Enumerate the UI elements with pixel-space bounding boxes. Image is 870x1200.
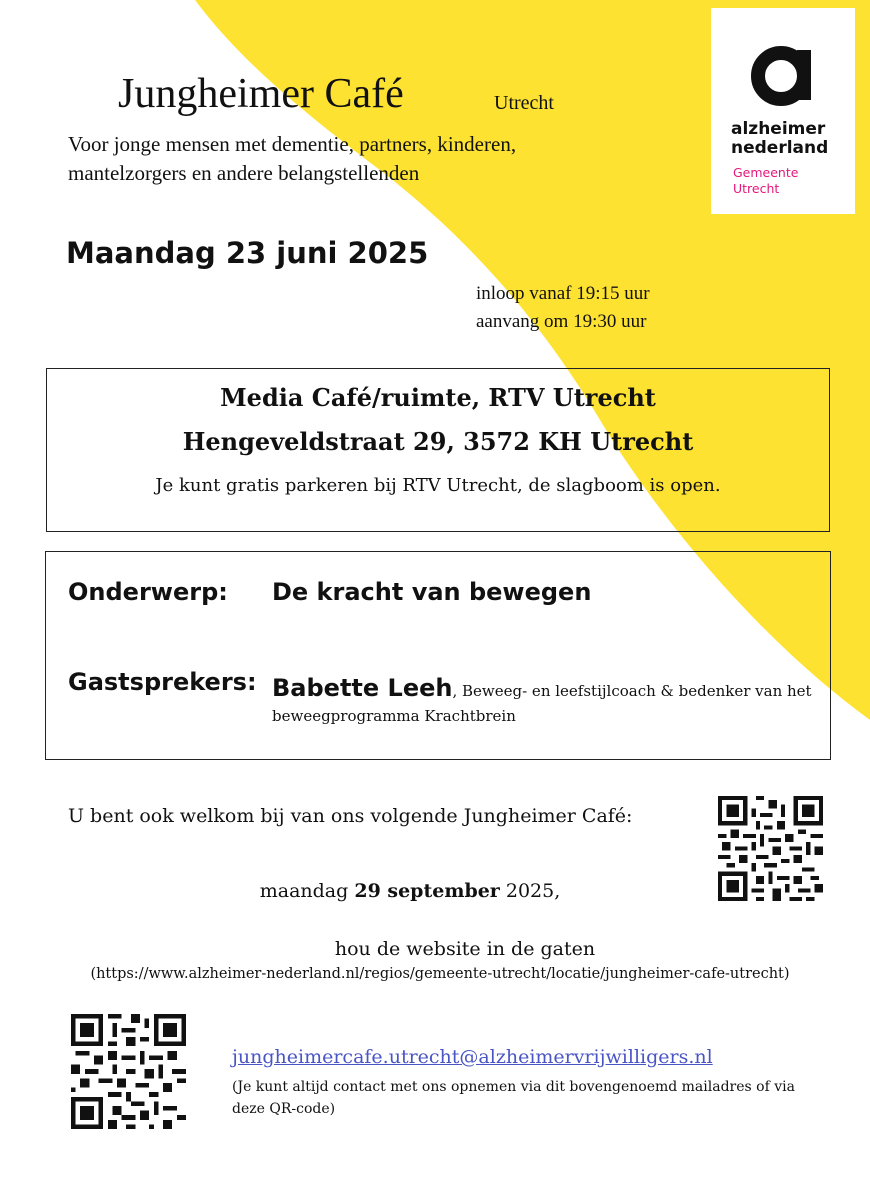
next-cafe-date — [0, 880, 820, 902]
location-box — [46, 368, 830, 532]
topic-value: De kracht van bewegen — [272, 578, 592, 606]
speakers-label: Gastsprekers: — [68, 668, 257, 696]
contact-note: (Je kunt altijd contact met ons opnemen via dit bovengenoemd mailadres of via deze QR-code) — [232, 1079, 795, 1117]
next-date-prefix: maandag — [259, 880, 355, 902]
page-title: Jungheimer Café — [118, 71, 404, 117]
logo-a-icon — [749, 36, 819, 116]
qr-code-contact-icon[interactable] — [71, 1014, 186, 1129]
alzheimer-nederland-logo — [711, 8, 855, 214]
intro-line-1: Voor jonge mensen met dementie, partners, kinderen, — [68, 132, 517, 156]
speaker-description: , Beweeg- en leefstijlcoach & bedenker van het beweegprogramma Krachtbrein — [272, 682, 812, 725]
event-times — [476, 280, 650, 336]
contact-email-link[interactable]: jungheimercafe.utrecht@alzheimervrijwilligers.nl — [232, 1046, 713, 1068]
title-city: Utrecht — [494, 92, 554, 114]
next-date-suffix: 2025, — [499, 880, 561, 902]
logo-name-line-1: alzheimer — [731, 119, 826, 139]
logo-name — [731, 120, 828, 158]
start-time: aanvang om 19:30 uur — [476, 311, 647, 332]
next-date-bold: 29 september — [354, 880, 500, 902]
speaker-info — [272, 676, 812, 729]
event-date: Maandag 23 juni 2025 — [66, 236, 429, 270]
topic-label: Onderwerp: — [68, 578, 228, 606]
parking-info: Je kunt gratis parkeren bij RTV Utrecht, de slagboom is open. — [155, 475, 721, 496]
venue-name: Media Café/ruimte, RTV Utrecht — [220, 383, 656, 412]
venue-address: Hengeveldstraat 29, 3572 KH Utrecht — [182, 427, 694, 456]
program-box — [45, 551, 831, 760]
intro-text — [68, 130, 516, 188]
logo-name-line-2: nederland — [731, 138, 829, 158]
next-cafe-welcome: U bent ook welkom bij van ons volgende Jungheimer Café: — [68, 805, 633, 827]
intro-line-2: mantelzorgers en andere belangstellenden — [68, 161, 420, 185]
website-url[interactable]: (https://www.alzheimer-nederland.nl/regios/gemeente-utrecht/locatie/jungheimer-cafe-utrecht) — [90, 966, 790, 982]
speaker-name: Babette Leeh — [272, 674, 453, 702]
website-note: hou de website in de gaten — [334, 938, 596, 960]
logo-municipality — [733, 165, 798, 197]
logo-municipality-line-2: Utrecht — [733, 181, 780, 196]
walk-in-time: inloop vanaf 19:15 uur — [476, 283, 650, 304]
logo-municipality-line-1: Gemeente — [733, 165, 799, 180]
